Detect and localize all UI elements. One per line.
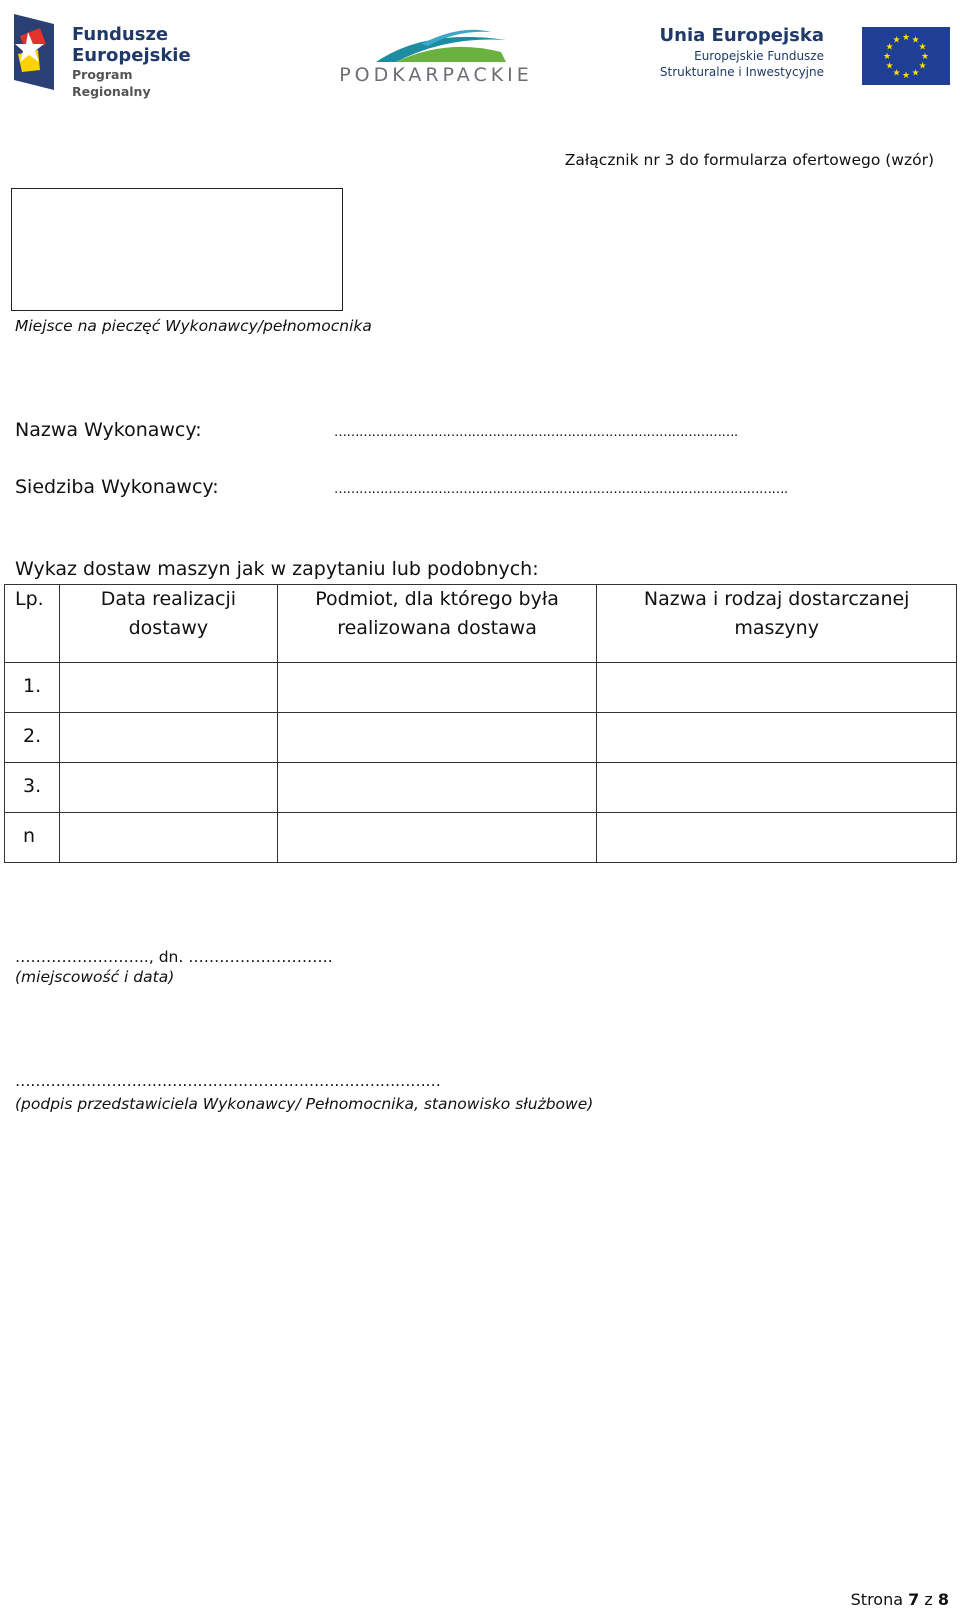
machine-cell[interactable] <box>597 813 957 863</box>
eu-logo-line3: Strukturalne i Inwestycyjne <box>659 65 824 79</box>
eu-logo-text <box>660 24 824 80</box>
date-cell[interactable] <box>59 763 277 813</box>
signature-field[interactable]: ………………………………………………………………………… <box>15 1072 441 1090</box>
entity-cell[interactable] <box>277 763 597 813</box>
table-row <box>5 763 957 813</box>
signature-caption: (podpis przedstawiciela Wykonawcy/ Pełnomocnika, stanowisko służbowe) <box>15 1095 594 1113</box>
fe-logo-line3: Program Regionalny <box>72 67 151 99</box>
eu-star-icon: ★ <box>892 68 901 79</box>
fe-flag-icon <box>14 14 64 90</box>
eu-logo-line2: Europejskie Fundusze <box>694 49 824 63</box>
place-date-caption: (miejscowość i data) <box>15 968 175 986</box>
date-cell[interactable] <box>59 713 277 763</box>
header-machine: Nazwa i rodzaj dostarczanej maszyny <box>597 585 957 663</box>
stamp-caption: Miejsce na pieczęć Wykonawcy/pełnomocnika <box>15 317 372 335</box>
delivery-list-title: Wykaz dostaw maszyn jak w zapytaniu lub podobnych: <box>15 558 539 580</box>
eu-stars-icon <box>862 27 950 85</box>
podkarpackie-hills-icon <box>366 22 506 66</box>
table-row <box>5 713 957 763</box>
contractor-name-field[interactable]: ……………………………………………………………………………………. <box>334 425 738 440</box>
machine-cell[interactable] <box>597 713 957 763</box>
date-cell[interactable] <box>59 663 277 713</box>
entity-cell[interactable] <box>277 663 597 713</box>
deliveries-table <box>4 584 957 863</box>
podkarpackie-logo-text: PODKARPACKIE <box>339 64 533 86</box>
eu-star-icon: ★ <box>901 33 911 43</box>
eu-star-icon: ★ <box>918 42 927 53</box>
contractor-seat-label: Siedziba Wykonawcy: <box>15 476 219 498</box>
entity-cell[interactable] <box>277 713 597 763</box>
eu-star-icon: ★ <box>885 61 894 72</box>
header-lp: Lp. <box>5 585 60 663</box>
unia-europejska-logo <box>660 24 950 90</box>
row-number: 3. <box>5 763 60 813</box>
eu-star-icon: ★ <box>911 35 920 46</box>
eu-star-icon: ★ <box>885 42 894 53</box>
header-entity: Podmiot, dla którego była realizowana dostawa <box>277 585 597 663</box>
footer-prefix: Strona <box>850 1590 904 1609</box>
eu-flag-icon <box>862 27 950 85</box>
eu-star-icon: ★ <box>918 61 927 72</box>
stamp-box <box>11 188 343 311</box>
header-date: Data realizacji dostawy <box>59 585 277 663</box>
entity-cell[interactable] <box>277 813 597 863</box>
table-header-row <box>5 585 957 663</box>
row-number: 1. <box>5 663 60 713</box>
machine-cell[interactable] <box>597 663 957 713</box>
contractor-seat-field[interactable]: ………………………………………………………………………………………………. <box>334 482 788 497</box>
contractor-name-label: Nazwa Wykonawcy: <box>15 419 202 441</box>
eu-star-icon: ★ <box>882 52 892 62</box>
fundusze-europejskie-logo <box>14 14 214 99</box>
fe-logo-line1: Fundusze <box>72 24 169 45</box>
annex-title: Załącznik nr 3 do formularza ofertowego (wzór) <box>564 151 934 169</box>
table-row <box>5 663 957 713</box>
page-header <box>0 0 960 100</box>
place-date-field[interactable]: …………………….., dn. ………………………. <box>15 948 333 966</box>
eu-star-icon: ★ <box>920 52 930 62</box>
fe-logo-text <box>72 24 214 100</box>
footer-separator: z <box>924 1590 933 1609</box>
footer-page-number: 7 <box>908 1590 920 1609</box>
machine-cell[interactable] <box>597 763 957 813</box>
row-number: n <box>5 813 60 863</box>
eu-star-icon: ★ <box>892 35 901 46</box>
eu-star-icon: ★ <box>911 68 920 79</box>
eu-logo-line1: Unia Europejska <box>659 25 824 46</box>
fe-logo-line2: Europejskie <box>72 45 191 66</box>
eu-star-icon: ★ <box>901 71 911 81</box>
table-row <box>5 813 957 863</box>
row-number: 2. <box>5 713 60 763</box>
date-cell[interactable] <box>59 813 277 863</box>
footer-page-total: 8 <box>937 1590 949 1609</box>
podkarpackie-logo <box>336 22 536 92</box>
page-footer <box>851 1590 949 1609</box>
